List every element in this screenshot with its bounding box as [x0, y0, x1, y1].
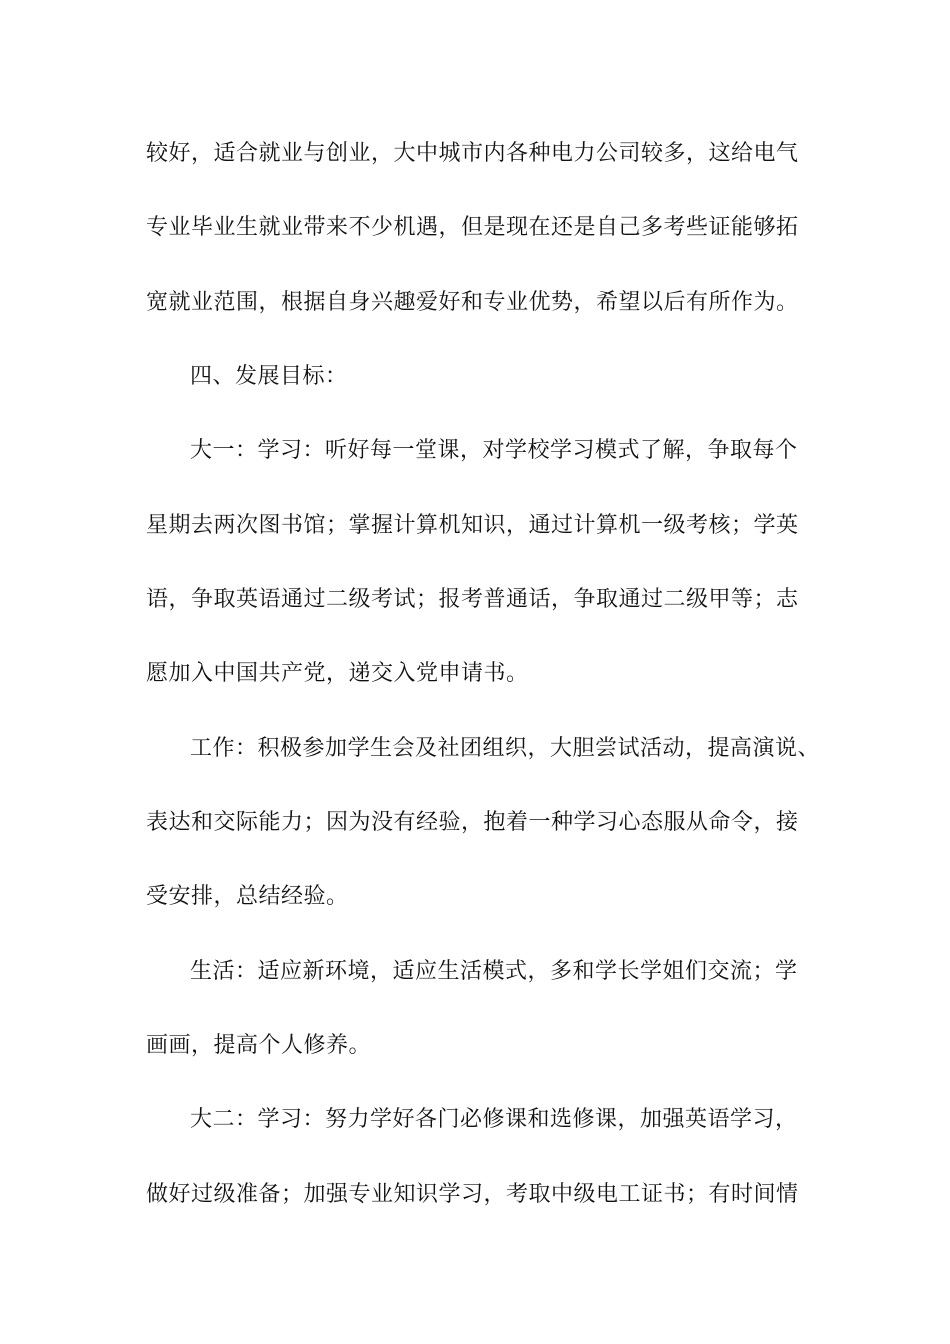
text-line-2: 专业毕业生就业带来不少机遇，但是现在还是自己多考些证能够拓 — [146, 215, 799, 240]
text-line-12: 生活：适应新环境，适应生活模式，多和学长学姐们交流；学 — [190, 959, 798, 984]
text-line-15: 做好过级准备；加强专业知识学习，考取中级电工证书；有时间情 — [146, 1182, 799, 1207]
text-line-7: 语，争取英语通过二级考试；报考普通话，争取通过二级甲等；志 — [146, 587, 799, 612]
text-line-3: 宽就业范围，根据自身兴趣爱好和专业优势，希望以后有所作为。 — [146, 290, 799, 315]
text-line-13: 画画，提高个人修养。 — [146, 1033, 372, 1058]
text-line-8: 愿加入中国共产党，递交入党申请书。 — [146, 661, 529, 686]
text-line-9: 工作：积极参加学生会及社团组织，大胆尝试活动，提高演说、 — [190, 736, 821, 761]
text-line-1: 较好，适合就业与创业，大中城市内各种电力公司较多，这给电气 — [146, 141, 799, 166]
text-line-10: 表达和交际能力；因为没有经验，抱着一种学习心态服从命令，接 — [146, 810, 799, 835]
text-line-11: 受安排，总结经验。 — [146, 884, 349, 909]
text-line-14: 大二：学习：努力学好各门必修课和选修课，加强英语学习， — [190, 1107, 798, 1132]
text-line-6: 星期去两次图书馆；掌握计算机知识，通过计算机一级考核；学英 — [146, 513, 799, 538]
section-heading-development-goals: 四、发展目标： — [190, 364, 348, 389]
text-line-5: 大一：学习：听好每一堂课，对学校学习模式了解，争取每个 — [190, 438, 798, 463]
